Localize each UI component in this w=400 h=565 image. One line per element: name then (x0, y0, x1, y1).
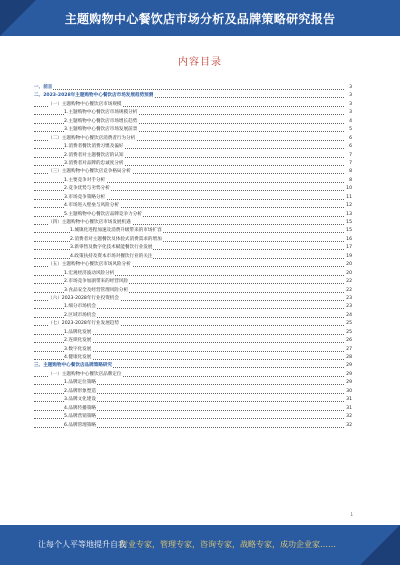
toc-entry-page: 27 (345, 346, 352, 354)
footer-experts-tagline: 行业专家，管理专家，咨询专家，战略专家，成功企业家…… (120, 540, 336, 549)
toc-entry-page: 7 (348, 152, 352, 160)
toc-entry-page: 22 (345, 287, 352, 295)
toc-entry[interactable] (34, 160, 352, 168)
toc-entry-page: 3 (348, 84, 352, 92)
toc-entry-page: 29 (345, 362, 352, 370)
toc-entry-page: 28 (345, 354, 352, 362)
toc-entry-page: 32 (345, 422, 352, 430)
toc-entry[interactable] (34, 413, 352, 421)
toc-entry[interactable] (34, 219, 352, 227)
toc-entry-label: 6.品牌管理策略 (64, 422, 97, 430)
toc-entry-page: 7 (348, 160, 352, 168)
toc-entry-page: 29 (345, 371, 352, 379)
toc-entry[interactable] (34, 371, 352, 379)
toc-entry[interactable] (34, 422, 352, 430)
toc-entry-label: 3.主题购物中心餐饮店市场发展前景 (64, 126, 138, 134)
toc-entry-label: （五）主题购物中心餐饮店市场风险分析 (48, 261, 132, 269)
toc-entry[interactable] (34, 287, 352, 295)
toc-entry[interactable] (34, 227, 352, 235)
toc-entry-page: 13 (345, 211, 352, 219)
toc-entry-label: （四）主题购物中心餐饮店市场发展机遇 (48, 219, 132, 227)
toc-entry[interactable] (34, 362, 352, 370)
toc-entry-label: 3.新零售及数字化技术赋能餐饮行业发展 (70, 244, 153, 252)
toc-entry-label: 3.品牌文化建设 (64, 396, 97, 404)
toc-entry-label: 3.数字化发展 (64, 346, 92, 354)
footer-corner-accent (360, 525, 400, 565)
toc-entry-label: 5.品牌营销策略 (64, 413, 97, 421)
toc-entry[interactable] (34, 135, 352, 143)
toc-entry-label: 2.品牌形象塑造 (64, 388, 97, 396)
toc-entry-page: 3 (348, 101, 352, 109)
toc-entry-label: 1.宏观经济波动风险分析 (64, 270, 115, 278)
toc-entry-page: 20 (345, 270, 352, 278)
report-title: 主题购物中心餐饮店市场分析及品牌策略研究报告 (64, 12, 336, 26)
toc-entry-page: 3 (348, 109, 352, 117)
toc-entry-page: 4 (348, 118, 352, 126)
toc-entry-page: 6 (348, 143, 352, 151)
toc-entry-page: 30 (345, 388, 352, 396)
toc-entry-page: 25 (345, 329, 352, 337)
toc-entry-label: 2.消费者对主题餐饮店的认知 (64, 152, 125, 160)
toc-entry-page: 26 (345, 337, 352, 345)
toc-entry[interactable] (34, 244, 352, 252)
toc-entry-label: 二、2023-2028年主题购物中心餐饮店市场发展趋势预测 (34, 92, 154, 100)
toc-entry[interactable] (34, 388, 352, 396)
toc-entry-label: （二）主题购物中心餐饮店消费者行为分析 (48, 135, 136, 143)
toc-entry[interactable] (34, 329, 352, 337)
toc-entry-page: 19 (345, 253, 352, 261)
table-of-contents (34, 84, 352, 430)
toc-entry-label: 一、前言 (34, 84, 53, 92)
report-header-bar (0, 0, 400, 36)
toc-entry[interactable] (34, 84, 352, 92)
toc-entry-page: 5 (348, 126, 352, 134)
toc-entry-label: （七）2023-2028年行业发展趋势 (48, 320, 120, 328)
toc-entry-page: 8 (348, 177, 352, 185)
toc-entry-label: （三）主题购物中心餐饮店竞争格局分析 (48, 168, 132, 176)
toc-entry-label: 2.竞争优势与劣势分析 (64, 185, 111, 193)
toc-entry[interactable] (34, 143, 352, 151)
toc-entry-page: 8 (348, 168, 352, 176)
toc-entry[interactable] (34, 346, 352, 354)
toc-entry[interactable] (34, 152, 352, 160)
footer-slogan: 让每个人平等地提升自我 (38, 540, 126, 549)
toc-entry-page: 20 (345, 261, 352, 269)
toc-entry-page: 15 (345, 219, 352, 227)
toc-entry-page: 10 (345, 185, 352, 193)
toc-entry-page: 3 (348, 92, 352, 100)
toc-entry-label: 1.细分市场机会 (64, 303, 97, 311)
toc-entry-label: 2.主题购物中心餐饮店市场增长趋势 (64, 118, 138, 126)
toc-entry-label: 3.市场竞争策略分析 (64, 194, 106, 202)
toc-entry[interactable] (34, 118, 352, 126)
toc-entry-page: 11 (345, 194, 352, 202)
toc-entry-page: 29 (345, 379, 352, 387)
toc-entry[interactable] (34, 379, 352, 387)
toc-entry[interactable] (34, 270, 352, 278)
toc-entry-page: 17 (345, 244, 352, 252)
toc-entry[interactable] (34, 194, 352, 202)
toc-entry-label: （一）主题购物中心餐饮店品牌定位 (48, 371, 123, 379)
toc-entry-page: 6 (348, 135, 352, 143)
toc-entry-label: 1.主题购物中心餐饮店市场规模分析 (64, 109, 138, 117)
toc-entry[interactable] (34, 109, 352, 117)
toc-entry-label: 5.主题购物中心餐饮店品牌竞争力分析 (64, 211, 143, 219)
toc-entry-label: （一）主题购物中心餐饮店市场规模 (48, 101, 123, 109)
toc-entry-label: 1.城镇化进程加速及消费升级带来的市场扩容 (70, 227, 163, 235)
toc-entry-page: 15 (345, 227, 352, 235)
toc-entry-page: 31 (345, 396, 352, 404)
toc-entry[interactable] (34, 295, 352, 303)
footer-bar (0, 525, 400, 565)
page-number: 1 (350, 512, 353, 517)
toc-entry[interactable] (34, 202, 352, 210)
toc-entry-label: （六）2023-2028年行业投资机会 (48, 295, 120, 303)
toc-entry[interactable] (34, 312, 352, 320)
toc-entry-label: 3.消费者对品牌的忠诚度分析 (64, 160, 125, 168)
toc-entry-page: 31 (345, 405, 352, 413)
toc-entry-label: 4.品牌传播策略 (64, 405, 97, 413)
toc-entry[interactable] (34, 303, 352, 311)
toc-entry[interactable] (34, 168, 352, 176)
toc-entry[interactable] (34, 92, 352, 100)
toc-entry[interactable] (34, 396, 352, 404)
toc-entry[interactable] (34, 278, 352, 286)
toc-entry-label: 1.主要竞争对手分析 (64, 177, 106, 185)
toc-entry[interactable] (34, 261, 352, 269)
toc-entry-page: 23 (345, 303, 352, 311)
toc-entry[interactable] (34, 211, 352, 219)
toc-entry-label: 2.连锁化发展 (64, 337, 92, 345)
toc-entry-label: 1.消费者餐饮消费习惯及偏好 (64, 143, 125, 151)
toc-entry[interactable] (34, 405, 352, 413)
toc-entry-label: 2.区域市场机会 (64, 312, 97, 320)
toc-heading: 内容目录 (178, 57, 222, 68)
toc-entry[interactable] (34, 126, 352, 134)
toc-leader-dots (34, 89, 344, 90)
toc-entry-label: 1.品牌定位策略 (64, 379, 97, 387)
toc-entry[interactable] (34, 253, 352, 261)
toc-entry-label: 4.健康化发展 (64, 354, 92, 362)
toc-entry[interactable] (34, 354, 352, 362)
toc-entry-label: 2.消费者对主题餐饮及体验式消费需求的增加 (70, 236, 163, 244)
toc-entry[interactable] (34, 236, 352, 244)
toc-entry-page: 23 (345, 295, 352, 303)
toc-entry[interactable] (34, 101, 352, 109)
toc-entry-label: 三、主题购物中心餐饮店品牌策略研究 (34, 362, 113, 370)
toc-entry-page: 24 (345, 312, 352, 320)
toc-entry-label: 4.市场进入壁垒与风险分析 (64, 202, 120, 210)
toc-entry[interactable] (34, 320, 352, 328)
toc-entry-label: 3.食品安全及经营管理风险分析 (64, 287, 129, 295)
toc-entry-label: 2.市场竞争加剧带来的经营风险 (64, 278, 129, 286)
toc-entry-label: 1.品牌化发展 (64, 329, 92, 337)
toc-entry-page: 12 (345, 202, 352, 210)
toc-entry-page: 22 (345, 278, 352, 286)
toc-entry-page: 32 (345, 413, 352, 421)
toc-entry-page: 16 (345, 236, 352, 244)
toc-entry[interactable] (34, 177, 352, 185)
toc-entry[interactable] (34, 337, 352, 345)
toc-entry[interactable] (34, 185, 352, 193)
toc-entry-label: 4.政策扶持及资本市场对餐饮行业的关注 (70, 253, 153, 261)
toc-entry-page: 25 (345, 320, 352, 328)
